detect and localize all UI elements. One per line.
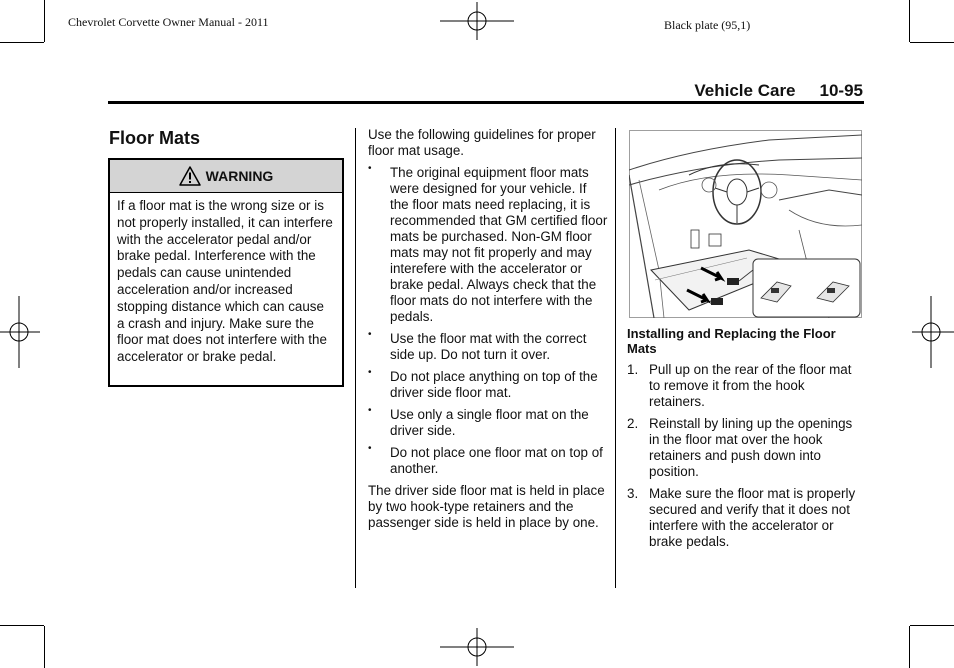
guidelines-closing: The driver side floor mat is held in place by two hook-type retainers and the passenger side is held in place by one.: [368, 483, 605, 530]
list-item: [627, 362, 861, 410]
bullet-icon: •: [368, 443, 372, 454]
step-text: Make sure the floor mat is properly secured and verify that it does not interfere with the accelerator or brake pedals.: [649, 486, 856, 549]
crop-mark: [909, 626, 910, 668]
floor-mat-illustration: [629, 130, 862, 318]
list-item-text: The original equipment floor mats were designed for your vehicle. If the floor mats need replacing, it is recommended that GM certified floor mats be purchased. Non-GM floor mats may not fit properly and may interefere with the accelerator or brake pedal. Always check that the floor mats do not interfere with the pedals.: [390, 165, 608, 324]
registration-mark-bottom: [440, 628, 514, 666]
registration-mark-right: [912, 296, 954, 368]
crop-mark: [0, 625, 44, 626]
list-item-text: Use the floor mat with the correct side up. Do not turn it over.: [390, 331, 587, 362]
crop-mark: [44, 0, 45, 42]
step-number: 3.: [627, 486, 639, 501]
guidelines-intro: Use the following guidelines for proper floor mat usage.: [368, 127, 596, 158]
crop-mark: [909, 0, 910, 42]
bullet-icon: •: [368, 163, 372, 174]
section-header: [0, 81, 863, 101]
page-title: Floor Mats: [109, 128, 201, 148]
list-item: [368, 331, 608, 363]
guidelines-column: [368, 127, 608, 531]
warning-header: [110, 160, 342, 193]
warning-text: If a floor mat is the wrong size or is not properly installed, it can interfere with the accelerator pedal and/or brake pedal. Interference with the pedals can cause unintended acceleration and/or increased stopping distance which can cause a crash and injury. Make sure the floor mat does not interfere with the accelerator or brake pedal.: [117, 198, 333, 365]
crop-mark: [910, 625, 954, 626]
crop-mark: [910, 42, 954, 43]
step-number: 1.: [627, 362, 639, 377]
list-item: [627, 416, 861, 480]
list-item: [368, 165, 608, 325]
warning-box: [108, 158, 344, 387]
manual-title: Chevrolet Corvette Owner Manual - 2011: [68, 15, 269, 29]
column-divider: [355, 128, 356, 588]
list-item: [368, 445, 608, 477]
page-number: 10-95: [819, 81, 863, 100]
bullet-icon: •: [368, 367, 372, 378]
figure-caption: Installing and Replacing the Floor Mats: [627, 326, 836, 356]
list-item: [368, 407, 608, 439]
plate-label: Black plate (95,1): [664, 18, 751, 32]
list-item: [368, 369, 608, 401]
list-item-text: Use only a single floor mat on the driver side.: [390, 407, 589, 438]
registration-mark-left: [0, 296, 40, 368]
warning-heading: WARNING: [205, 168, 274, 184]
figure-column: [627, 326, 861, 556]
column-divider: [615, 128, 616, 588]
step-text: Pull up on the rear of the floor mat to remove it from the hook retainers.: [649, 362, 852, 409]
step-text: Reinstall by lining up the openings in the floor mat over the hook retainers and push down into position.: [649, 416, 853, 479]
list-item: [627, 486, 861, 550]
bullet-icon: •: [368, 329, 372, 340]
section-name: Vehicle Care: [694, 81, 796, 100]
header-rule: [108, 101, 864, 104]
list-item-text: Do not place anything on top of the driver side floor mat.: [390, 369, 598, 400]
crop-mark: [0, 42, 44, 43]
warning-icon: [179, 166, 201, 186]
step-number: 2.: [627, 416, 639, 431]
bullet-icon: •: [368, 405, 372, 416]
crop-mark: [44, 626, 45, 668]
registration-mark-top: [440, 2, 514, 40]
list-item-text: Do not place one floor mat on top of another.: [390, 445, 603, 476]
